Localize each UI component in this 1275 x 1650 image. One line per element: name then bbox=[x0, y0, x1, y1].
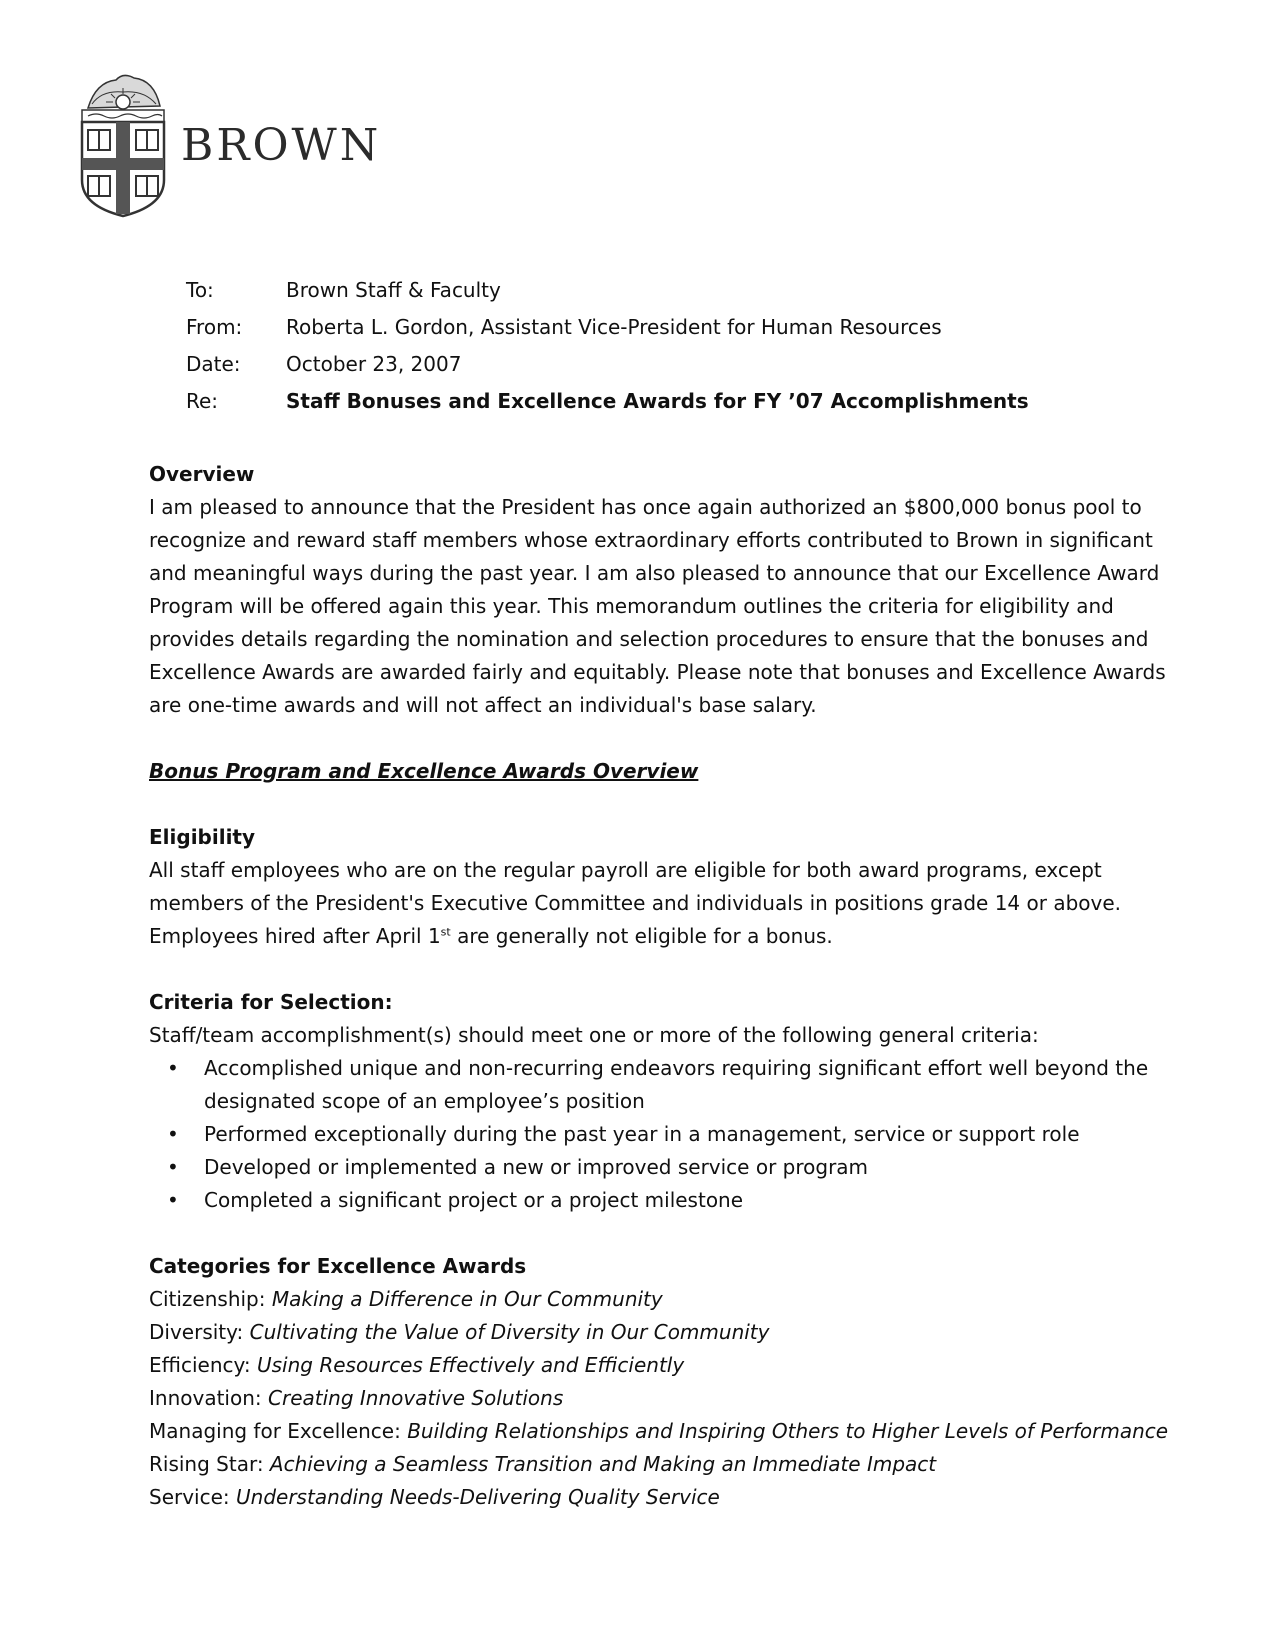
memo-from-row bbox=[186, 315, 1146, 352]
category-row bbox=[149, 1316, 1184, 1349]
criteria-item-text: Completed a significant project or a project milestone bbox=[204, 1188, 744, 1212]
memo-re-row bbox=[186, 389, 1146, 426]
memo-date-label: Date: bbox=[186, 352, 241, 376]
category-row bbox=[149, 1415, 1184, 1448]
criteria-item-text: Developed or implemented a new or improved service or program bbox=[204, 1155, 869, 1179]
category-row bbox=[149, 1283, 1184, 1316]
overview-paragraph: I am pleased to announce that the President has once again authorized an $800,000 bonus pool to recognize and reward staff members whose extraordinary efforts contributed to Brown in significant and meaningful ways during the past year. I am also pleased to announce that our Excellence Award Program will be offered again this year. This memorandum outlines the criteria for eligibility and provides details regarding the nomination and selection procedures to ensure that the bonuses and Excellence Awards are awarded fairly and equitably. Please note that bonuses and Excellence Awards are one-time awards and will not affect an individual's base salary. bbox=[149, 495, 1166, 717]
categories-section bbox=[149, 1250, 1184, 1514]
category-row bbox=[149, 1349, 1184, 1382]
category-description: Achieving a Seamless Transition and Making an Immediate Impact bbox=[269, 1452, 937, 1476]
criteria-list bbox=[149, 1052, 1184, 1217]
category-description: Building Relationships and Inspiring Others to Higher Levels of Performance bbox=[407, 1419, 1169, 1443]
criteria-item-text: Performed exceptionally during the past year in a management, service or support role bbox=[204, 1122, 1080, 1146]
category-row bbox=[149, 1382, 1184, 1415]
category-description: Cultivating the Value of Diversity in Our Community bbox=[249, 1320, 770, 1344]
memo-header bbox=[186, 278, 1146, 426]
memo-date-row bbox=[186, 352, 1146, 389]
category-name: Diversity: bbox=[149, 1320, 244, 1344]
category-row bbox=[149, 1481, 1184, 1514]
eligibility-ordinal: st bbox=[440, 925, 451, 939]
memo-to-value: Brown Staff & Faculty bbox=[286, 278, 501, 302]
program-heading: Bonus Program and Excellence Awards Overview bbox=[149, 759, 699, 783]
category-name: Innovation: bbox=[149, 1386, 262, 1410]
memo-from-value: Roberta L. Gordon, Assistant Vice-President for Human Resources bbox=[286, 315, 942, 339]
bullet-icon: • bbox=[167, 1188, 179, 1212]
bullet-icon: • bbox=[167, 1155, 179, 1179]
eligibility-text-end: are generally not eligible for a bonus. bbox=[450, 924, 833, 948]
criteria-intro: Staff/team accomplishment(s) should meet one or more of the following general criteria: bbox=[149, 1023, 1039, 1047]
brown-wordmark: BROWN bbox=[181, 120, 382, 171]
bullet-icon: • bbox=[167, 1122, 179, 1146]
category-name: Managing for Excellence: bbox=[149, 1419, 401, 1443]
category-description: Understanding Needs-Delivering Quality Service bbox=[236, 1485, 720, 1509]
criteria-item-text: Accomplished unique and non-recurring endeavors requiring significant effort well beyond the designated scope of an employee’s position bbox=[204, 1056, 1149, 1113]
category-description: Creating Innovative Solutions bbox=[268, 1386, 564, 1410]
memo-from-label: From: bbox=[186, 315, 243, 339]
category-row bbox=[149, 1448, 1184, 1481]
category-name: Citizenship: bbox=[149, 1287, 266, 1311]
bullet-icon: • bbox=[167, 1056, 179, 1080]
eligibility-section bbox=[149, 821, 1184, 953]
list-item bbox=[149, 1052, 1184, 1118]
category-description: Making a Difference in Our Community bbox=[271, 1287, 663, 1311]
category-name: Rising Star: bbox=[149, 1452, 264, 1476]
overview-heading: Overview bbox=[149, 462, 255, 486]
memo-re-label: Re: bbox=[186, 389, 219, 413]
eligibility-paragraph bbox=[149, 854, 1184, 953]
criteria-section bbox=[149, 986, 1184, 1217]
list-item bbox=[149, 1151, 1184, 1184]
categories-heading: Categories for Excellence Awards bbox=[149, 1254, 527, 1278]
brown-shield-icon bbox=[78, 70, 168, 220]
criteria-heading: Criteria for Selection: bbox=[149, 990, 393, 1014]
eligibility-text: All staff employees who are on the regular payroll are eligible for both award programs, except members of the President's Executive Committee and individuals in positions grade 14 or above. Employees hired after April 1 bbox=[149, 858, 1122, 948]
program-section bbox=[149, 755, 1184, 788]
eligibility-heading: Eligibility bbox=[149, 825, 256, 849]
brown-logo bbox=[78, 70, 398, 220]
memo-to-row bbox=[186, 278, 1146, 315]
memo-date-value: October 23, 2007 bbox=[286, 352, 462, 376]
category-name: Service: bbox=[149, 1485, 230, 1509]
memo-subject: Staff Bonuses and Excellence Awards for FY ’07 Accomplishments bbox=[286, 389, 1029, 413]
list-item bbox=[149, 1118, 1184, 1151]
category-name: Efficiency: bbox=[149, 1353, 251, 1377]
list-item bbox=[149, 1184, 1184, 1217]
memo-body bbox=[149, 458, 1184, 1514]
category-description: Using Resources Effectively and Efficiently bbox=[256, 1353, 685, 1377]
memo-to-label: To: bbox=[186, 278, 214, 302]
